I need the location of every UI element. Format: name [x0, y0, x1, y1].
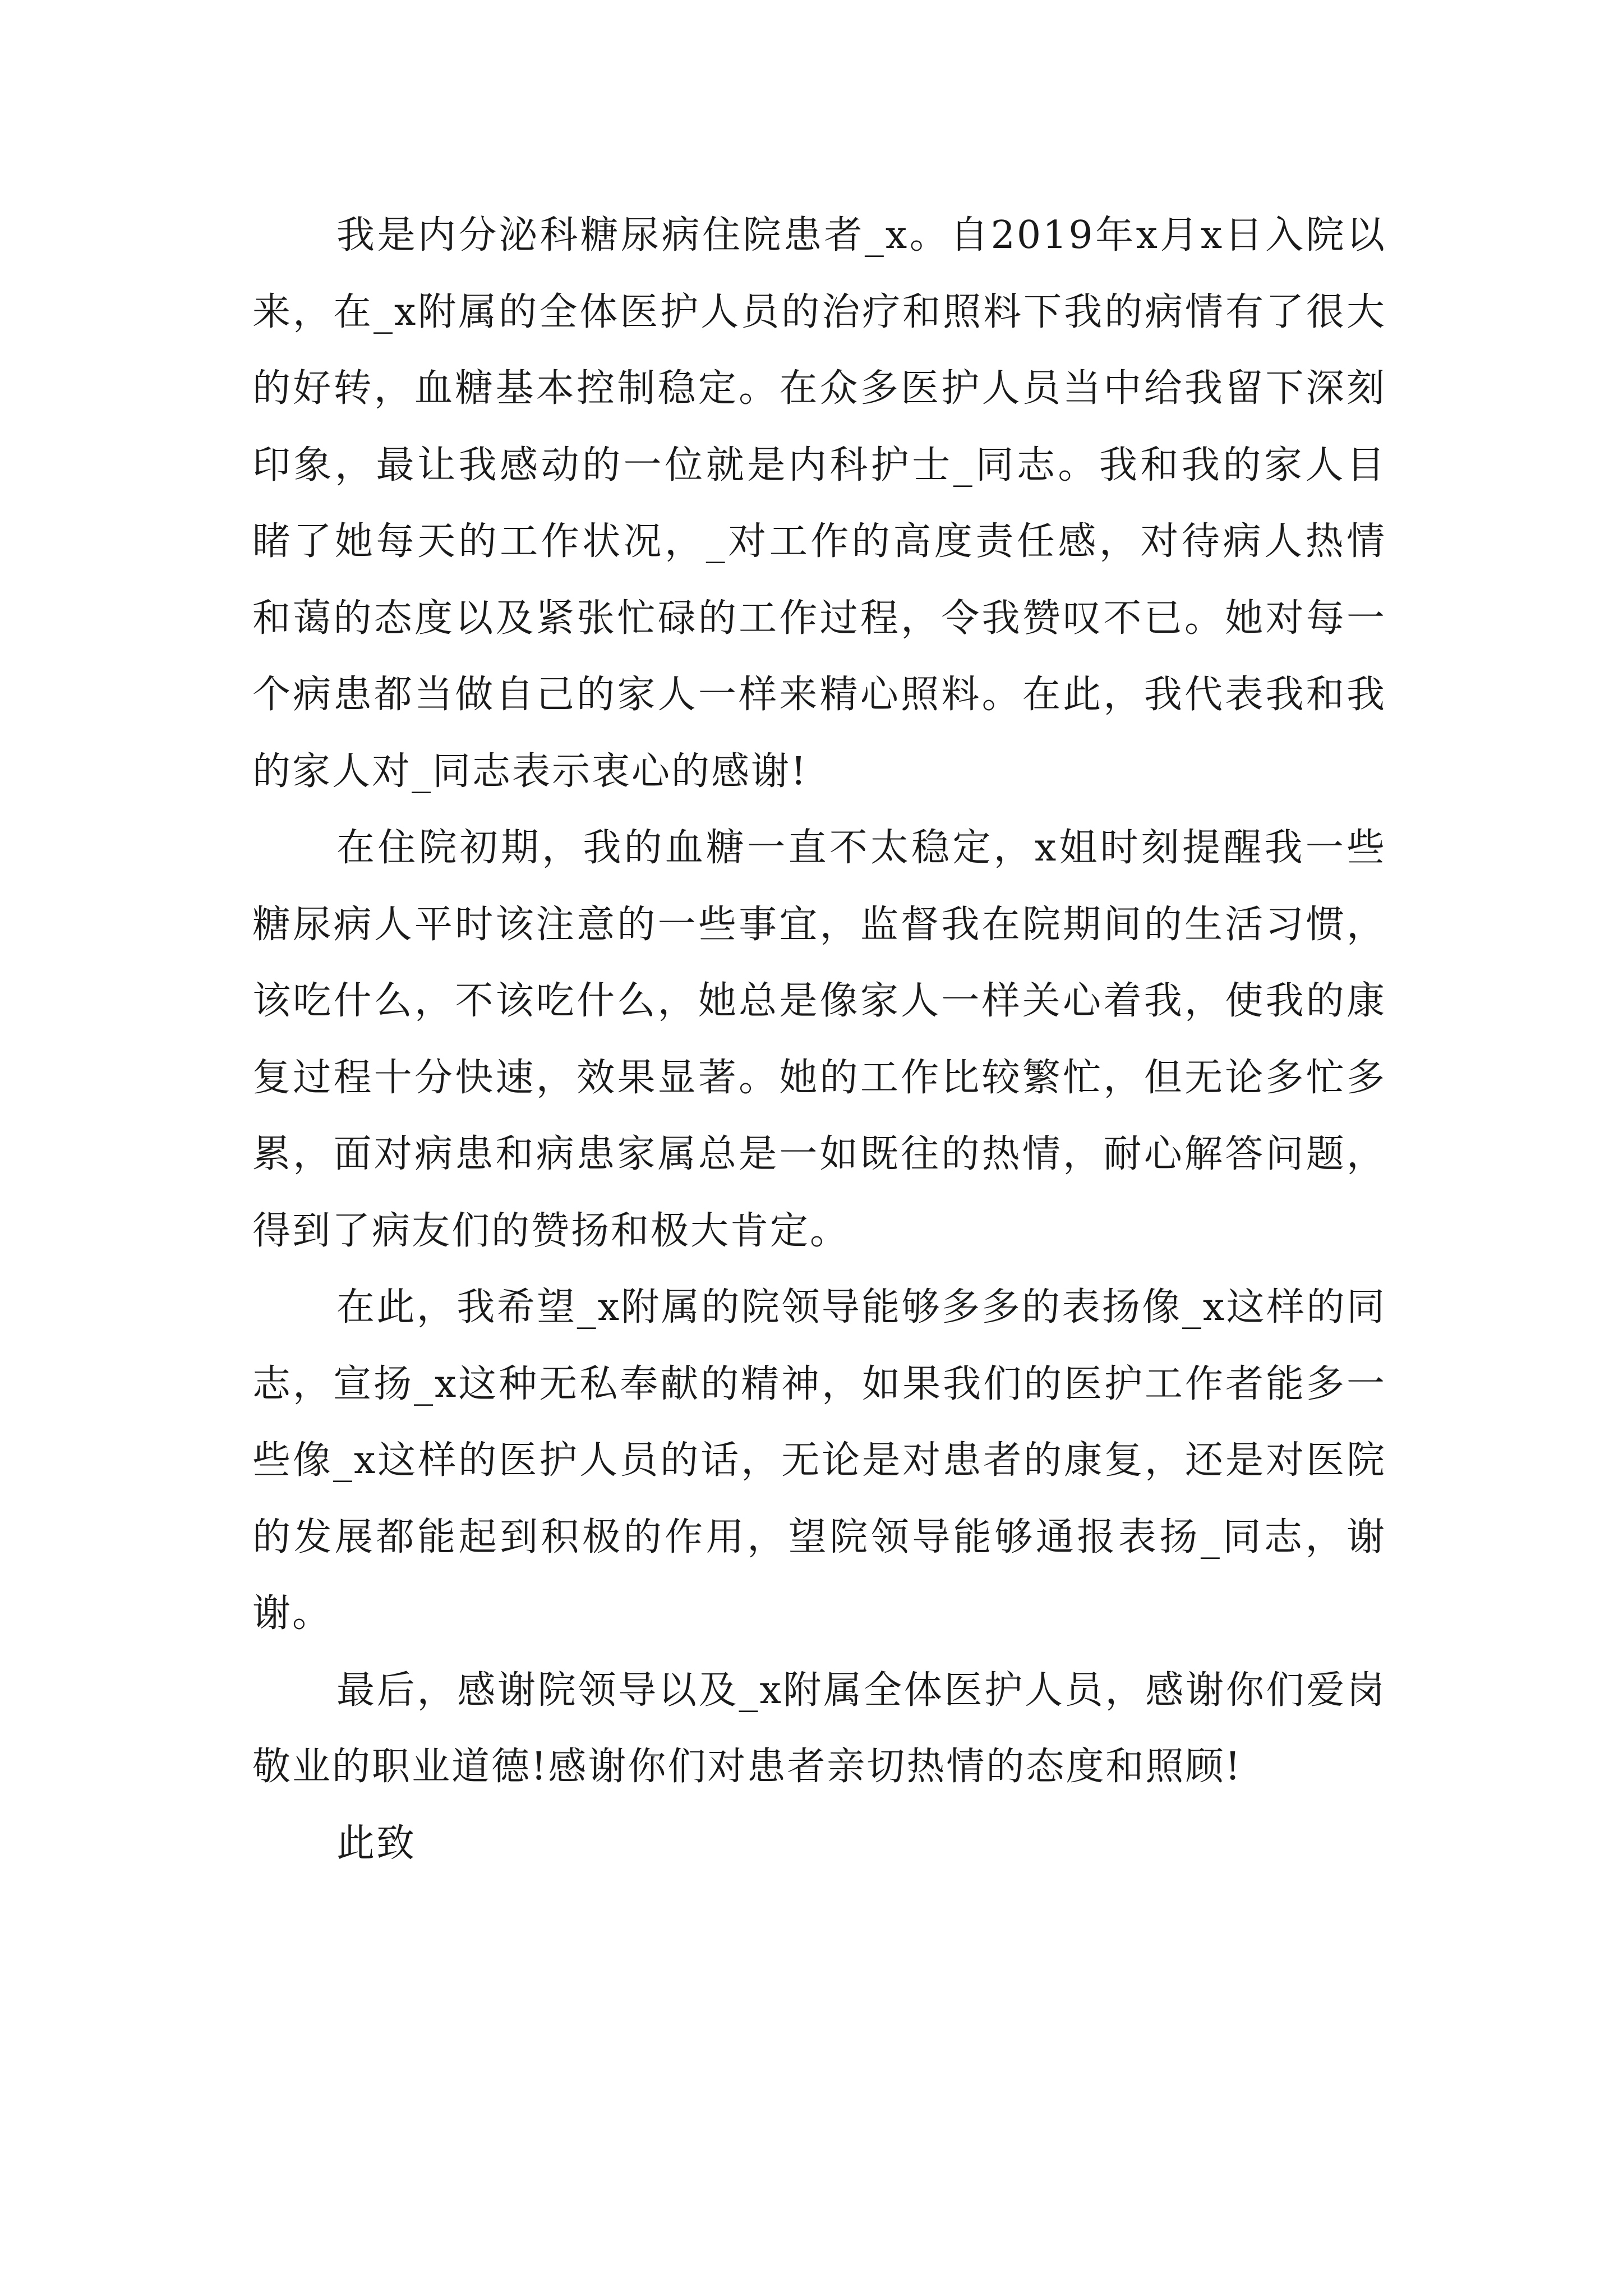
paragraph-1: 我是内分泌科糖尿病住院患者_x。自2019年x月x日入院以来，在_x附属的全体医护人员的治疗和照料下我的病情有了很大的好转，血糖基本控制稳定。在众多医护人员当中给我留下深刻印象，最让我感动的一位就是内科护士_同志。我和我的家人目睹了她每天的工作状况，_对工作的高度责任感，对待病人热情和蔼的态度以及紧张忙碌的工作过程，令我赞叹不已。她对每一个病患都当做自己的家人一样来精心照料。在此，我代表我和我的家人对_同志表示衷心的感谢! — [252, 213, 1386, 794]
paragraph-2: 在住院初期，我的血糖一直不太稳定，x姐时刻提醒我一些糖尿病人平时该注意的一些事宜，监督我在院期间的生活习惯，该吃什么，不该吃什么，她总是像家人一样关心着我，使我的康复过程十分快速，效果显著。她的工作比较繁忙，但无论多忙多累，面对病患和病患家属总是一如既往的热情，耐心解答问题，得到了病友们的赞扬和极大肯定。 — [252, 826, 1386, 1253]
paragraph-4: 最后，感谢院领导以及_x附属全体医护人员，感谢你们爱岗敬业的职业道德!感谢你们对患者亲切热情的态度和照顾! — [252, 1668, 1386, 1789]
letter-body — [252, 197, 1386, 1882]
closing-salutation: 此致 — [336, 1821, 417, 1866]
paragraph-3: 在此，我希望_x附属的院领导能够多多的表扬像_x这样的同志，宣扬_x这种无私奉献的精神，如果我们的医护工作者能多一些像_x这样的医护人员的话，无论是对患者的康复，还是对医院的发展都能起到积极的作用，望院领导能够通报表扬_同志，谢谢。 — [252, 1285, 1386, 1636]
